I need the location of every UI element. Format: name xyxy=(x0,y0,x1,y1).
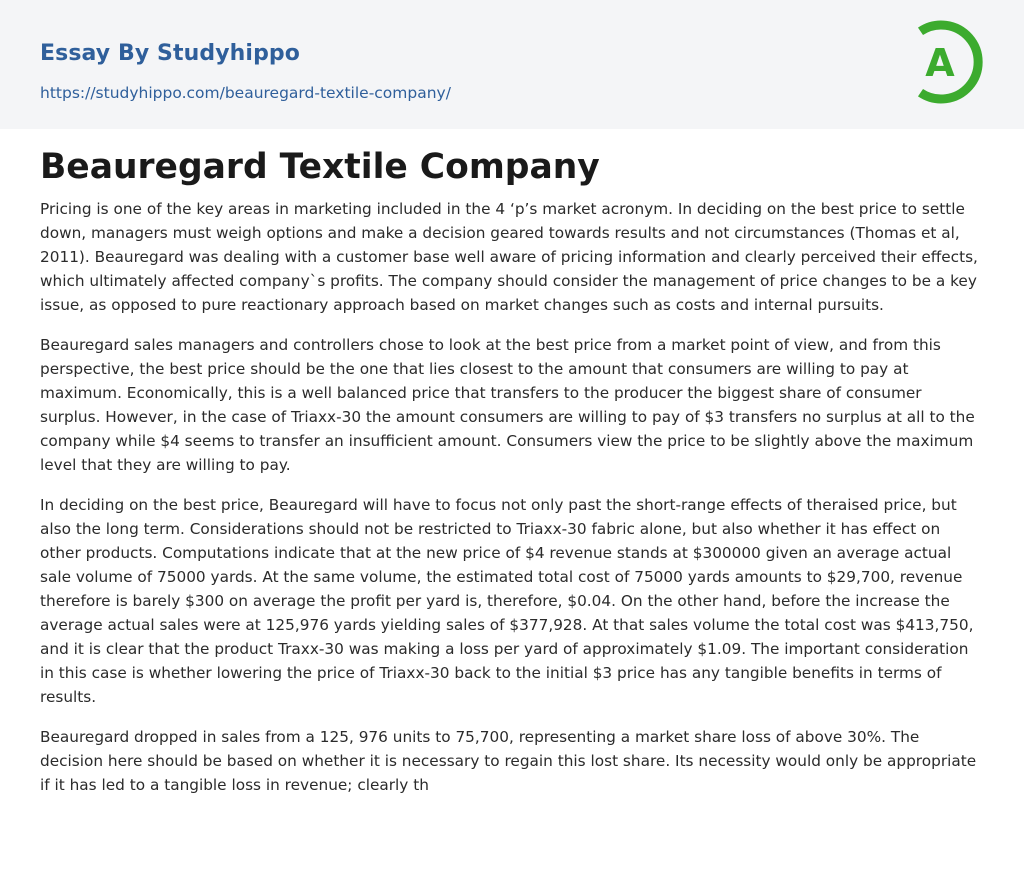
studyhippo-logo-icon[interactable] xyxy=(912,19,986,105)
article-paragraph: In deciding on the best price, Beauregard will have to focus not only past the short-range effects of theraised price, but also the long term. Considerations should not be restricted to Triaxx-30 fabric alone, but also whether it has effect on other products. Computations indicate that at the new price of $4 revenue stands at $300000 given an average actual sale volume of 75000 yards. At the same volume, the estimated total cost of 75000 yards amounts to $29,700, revenue therefore is barely $300 on average the profit per yard is, therefore, $0.04. On the other hand, before the increase the average actual sales were at 125,976 yards yielding sales of $377,928. At that sales volume the total cost was $413,750, and it is clear that the product Traxx-30 was making a loss per yard of approximately $1.09. The important consideration in this case is whether lowering the price of Triaxx-30 back to the initial $3 price has any tangible benefits in terms of results. xyxy=(40,496,974,706)
logo-letter: A xyxy=(925,41,955,85)
site-header xyxy=(0,0,1024,129)
article-paragraph: Pricing is one of the key areas in marketing included in the 4 ‘p’s market acronym. In deciding on the best price to settle down, managers must weigh options and make a decision geared towards results and not circumstances (Thomas et al, 2011). Beauregard was dealing with a customer base well aware of pricing information and clearly perceived their effects, which ultimately affected company`s profits. The company should consider the management of price changes to be a key issue, as opposed to pure reactionary approach based on market changes such as costs and internal pursuits. xyxy=(40,200,978,314)
site-brand[interactable]: Essay By Studyhippo xyxy=(40,41,300,66)
page-title: Beauregard Textile Company xyxy=(40,147,600,187)
article-paragraph: Beauregard dropped in sales from a 125, 976 units to 75,700, representing a market share loss of above 30%. The decision here should be based on whether it is necessary to regain this lost share. Its necessity would only be appropriate if it has led to a tangible loss in revenue; clearly th xyxy=(40,728,977,794)
article-content xyxy=(40,143,984,797)
article-paragraph: Beauregard sales managers and controllers chose to look at the best price from a market point of view, and from this perspective, the best price should be the one that lies closest to the amount that consumers are willing to pay at maximum. Economically, this is a well balanced price that transfers to the producer the biggest share of consumer surplus. However, in the case of Triaxx-30 the amount consumers are willing to pay of $3 transfers no surplus at all to the company while $4 seems to transfer an insufficient amount. Consumers view the price to be slightly above the maximum level that they are willing to pay. xyxy=(40,336,975,474)
essay-url-link[interactable]: https://studyhippo.com/beauregard-textile-company/ xyxy=(40,84,451,102)
